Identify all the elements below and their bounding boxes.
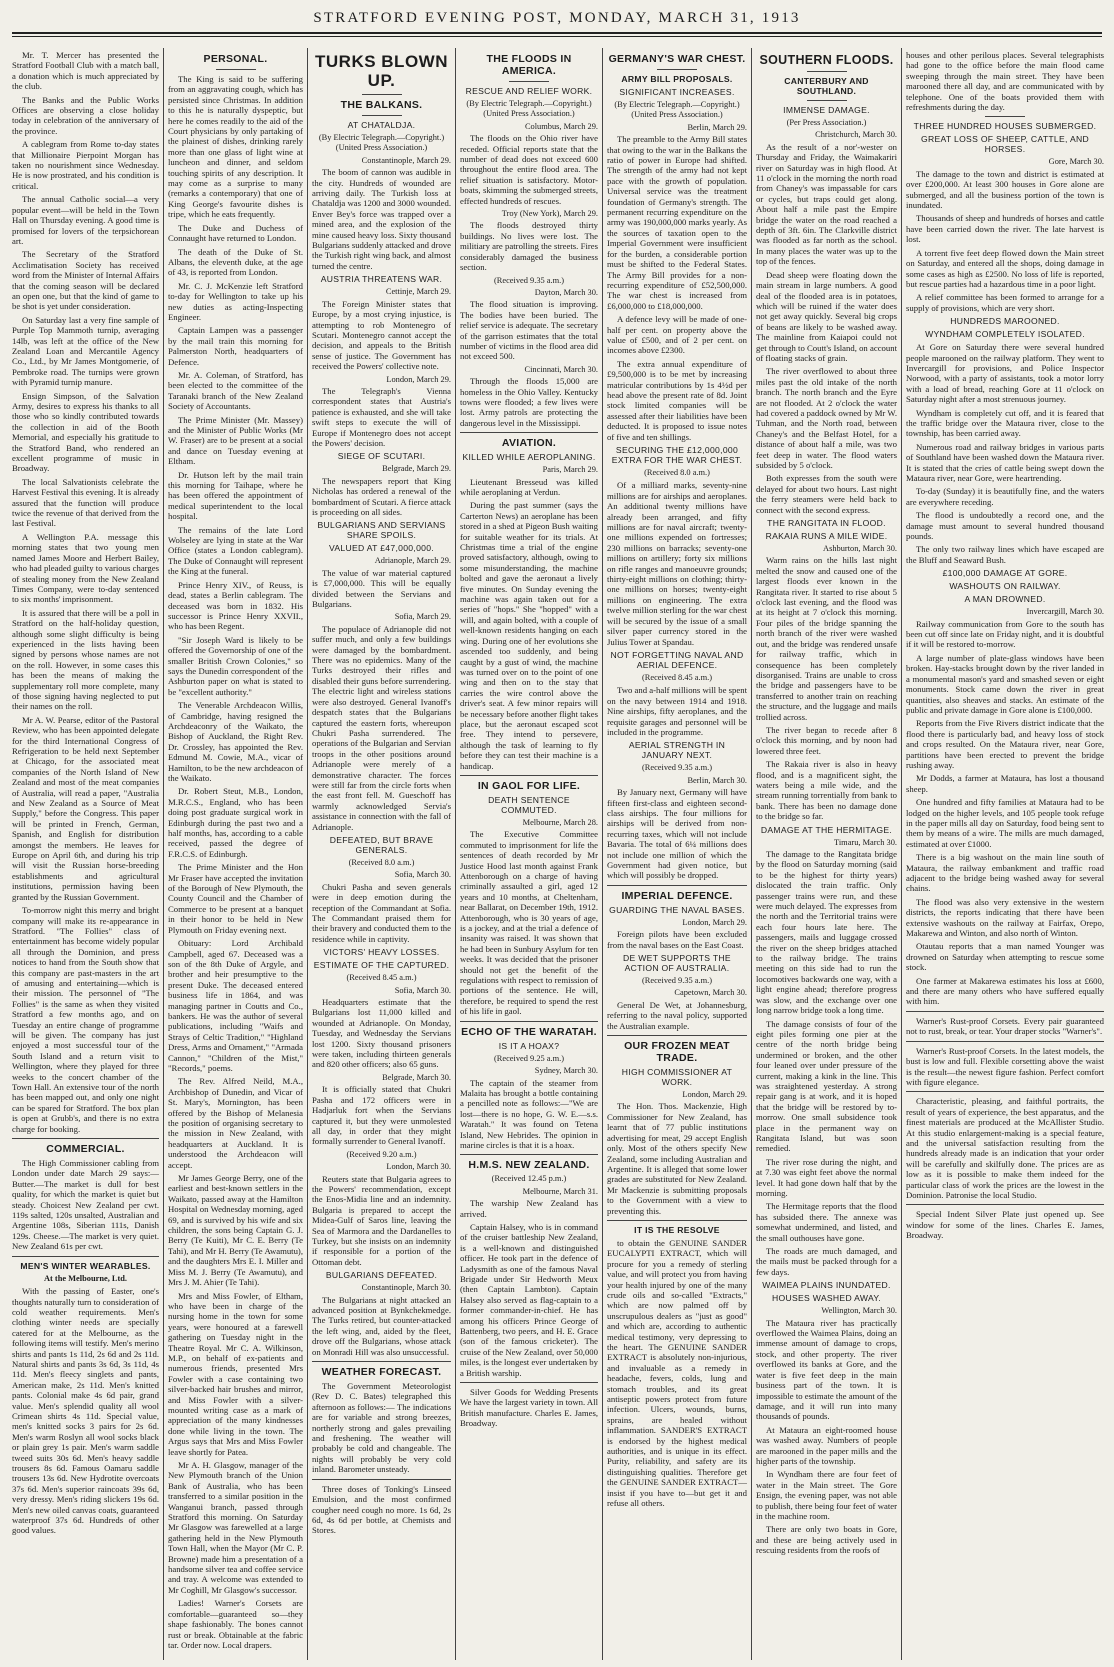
subheading: DEATH SENTENCE COMMUTED.	[488, 794, 570, 815]
news-item: The Venerable Archdeacon Willis, of Cambridge, having resigned the Archdeaconry of the Waikato, the Bishop of Auckland, the Right Rev. Dr. Crossley, has appointed the Rev. Edmund M. Cowie, M.A., vicar of Hamilton, to be the new archdeacon of the Waikato.	[168, 700, 303, 783]
commercial-heading: COMMERCIAL.	[46, 1143, 125, 1156]
subheading: VALUED AT £47,000,000.	[328, 543, 434, 554]
divider	[607, 885, 747, 886]
column-local-news	[8, 50, 163, 1658]
divider	[460, 432, 598, 433]
article-text: The newspapers report that King Nicholas has ordered a renewal of the bombardment of Scutari. A fierce attack is proceeding on all sides.	[312, 475, 451, 517]
article-text: Numerous road and railway bridges in various parts of Southland have been washed down the Mataura river. It is stated that the cries of cattle being swept down the Mataura river, near Gore, were heartrending.	[906, 441, 1104, 483]
gaol-heading: IN GAOL FOR LIFE.	[477, 779, 581, 792]
article-text: Wyndham is completely cut off, and it is feared that the traffic bridge over the Mataura river, close to the township, has been carried away.	[906, 407, 1104, 439]
article-text: During the past summer (says the Carterton News) an aeroplane has been stored in a shed at Pigeon Bush waiting for suitable weather for its trials. At Christmas time a trial of the engine proved satisfactory, although, owing to some misunderstanding, the machine bolted and gave the aeronaut a lively five minutes. On Sunday evening the machine was again taken out for a series of "hops." She "hopped" with a will, and again bolted, with a couple of well-known residents hanging on each wing. During one of her evolutions she ascended too suddenly, and being caught by a gust of wind, the machine was turned over on to the point of one wing and then on to the stay that carries the wire control above the driver's seat. A few minor repairs will be necessary before another flight takes place, but the aeronaut escaped scot free. They intend to persevere, although the task of learning to fly before they can test their machine is a handicap.	[460, 500, 598, 771]
divider	[906, 1011, 1104, 1012]
article-text: Dead sheep were floating down the main stream in large numbers. A good deal of the flooded area is in potatoes, which will be ruined if the water does not get away quickly. Several big crops of beans are likely to be washed away. The mainline from Kaiapoi could not get through to Coutt's Island, on account of floating stacks of grain.	[756, 269, 897, 363]
dateline: Adrianople, March 29.	[374, 556, 451, 566]
article-text: The roads are much damaged, and the mails must be packed through for a few days.	[756, 1246, 897, 1277]
article-text: The Mataura river has practically overflowed the Waimea Plains, doing an immense amount of damage to crops, stock, and other property. The river overflowed its banks at Gore, and the water is five feet deep in the main business part of the town. It is impossible to estimate the amount of the damage, and it will run into many thousands of pounds.	[756, 1317, 897, 1422]
article-text: The river began to recede after 8 o'clock this morning, and by noon had lowered three feet.	[756, 724, 897, 756]
received-time: (Received 12.45 p.m.)	[491, 1174, 567, 1184]
article-text: The Government Meteorologist (Rev D. C. Bates) telegraphed this afternoon as follows:— The indications are for variable and strong breezes, northerly strong and gales prevailing and freshening. The weather will probably be cold and changeable. The nights will probably be very cold inland. Barometer unsteady.	[312, 1381, 451, 1475]
news-item: A Wellington P.A. message this morning states that two young men named James Moore and Herbert Bailey, who had pleaded guilty to various charges of stealing money from the New Zealand Times Company, were to-day sentenced to six months' imprisonment.	[12, 531, 159, 605]
divider	[607, 1035, 747, 1036]
divider	[657, 69, 697, 70]
subheading: £100,000 DAMAGE AT GORE.	[942, 568, 1068, 579]
article-text: The flood is undoubtedly a record one, and the damage must amount to several hundred thousand pounds.	[906, 510, 1104, 542]
divider	[216, 69, 256, 70]
imperial-defence-heading: IMPERIAL DEFENCE.	[621, 889, 733, 902]
article-text: A defence levy will be made of one-half per cent. on property above the value of £500, and of 2 per cent. on incomes above £2300.	[607, 314, 747, 356]
column-southern-floods	[752, 50, 901, 1658]
dateline: Ashburton, March 30.	[823, 544, 897, 554]
dateline: Capetown, March 30.	[674, 988, 747, 998]
news-item: A cablegram from Rome to-day states that Millionaire Pierpoint Morgan has taken no nourishment since Wednesday. He is now prostrated, and his condition is critical.	[12, 139, 159, 191]
subheading: DAMAGE AT THE HERMITAGE.	[760, 824, 893, 835]
article-text: Two and a-half millions will be spent on the navy between 1914 and 1918. Nine airships, fifty aeroplanes, and the requisite garages and personnel will be included in the programme.	[607, 685, 747, 737]
advertisement: Special Indent Silver Plate just opened up. See window for some of the lines. Charles E. James, Broadway.	[906, 1209, 1104, 1241]
dateline: Sydney, March 30.	[534, 1066, 598, 1076]
article-text: The Telegraph's Vienna correspondent states that Austria's patience is exhausted, and she will take swift steps to execute the will of Europe if Montenegro does not accept the Powers' decision.	[312, 385, 451, 448]
news-item: Mrs and Miss Fowler, of Eltham, who have been in charge of the nursing home in the town for some years, were honoured at a farewell gathering on Tuesday night in the Theatre Royal. Mr C. A. Wilkinson, M.P., on behalf of ex-patients and numerous friends, presented Mrs Fowler with a case containing two silver-backed hair brushes and mirror, and Miss Fowler with a silver-mounted writing case as a mark of appreciation of the many kindnesses done while living in the town. The Argus says that Mrs and Miss Fowler leave shortly for Patea.	[168, 1290, 303, 1457]
divider	[906, 1041, 1104, 1042]
dateline: Wellington, March 30.	[821, 1306, 897, 1316]
dateline: Sofia, March 29.	[394, 612, 451, 622]
subheading: CANTERBURY AND SOUTHLAND.	[784, 76, 869, 96]
divider	[12, 1138, 159, 1139]
dateline: London, March 29.	[682, 917, 747, 927]
article-text: A relief committee has been formed to arrange for a supply of provisions, which are very short.	[906, 292, 1104, 313]
subheading: DE WET SUPPORTS THE ACTION OF AUSTRALIA.	[623, 953, 731, 974]
article-text: The populace of Adrianople did not suffer much, and only a few buildings were damaged by the bombardment. There was no epidemics. Many of the Turks destroyed their rifles and disabled their guns before surrendering. The electric light and wireless stations were also destroyed. General Ivanoff's despatch states that the Bulgarians captured the eastern forts, whereupon Chukri Pasha surrendered. The operations of the Bulgarian and Servian troops in the other positions around Adrianople were merely of a demonstrative character. The forces were still far from the circle forts when the east front fell. M. Gueschoff has warmly acknowledged Servia's assistance in connection with the fall of Adrianople.	[312, 623, 451, 832]
received-time: (Received 8.0 a.m.)	[644, 468, 710, 477]
divider	[362, 115, 402, 116]
news-item: The Duke and Duchess of Connaught have returned to London.	[168, 222, 303, 244]
news-item: The Prime Minister (Mr. Massey) and the Minister of Public Works (Mr W. Fraser) are to be present at a social and dance on Tuesday evening at Eltham.	[168, 414, 303, 467]
dateline: Sofia, March 30.	[394, 985, 451, 995]
received-time: (Received 9.25 a.m.)	[494, 1053, 564, 1063]
subheading: HUNDREDS MAROONED.	[950, 316, 1060, 327]
article-text: Of a milliard marks, seventy-nine millions are for airships and aeroplanes. An additional twenty millions have already been arranged, and fifty millions are for naval aircraft; twenty-one millions expended on fortresses; 230 millions on barracks; seventy-one millions on artillery; forty six millions on rifle ranges and manoeuvre grounds; thirty-eight millions on clothing; thirty-one millions on horses; twenty-eight millions on engineering. The extra twelve million sterling for the war chest will be secured by the issue of a small silver paper currency stored in the Julius Tower at Spandau.	[607, 480, 747, 647]
article-text: Lieutenant Bresseud was killed while aeroplaning at Verdun.	[460, 476, 598, 497]
received-time: (Received 9.20 a.m.)	[346, 1149, 417, 1159]
subheading: KILLED WHILE AEROPLANING.	[462, 452, 596, 463]
subheading: BULGARIANS AND SERVIANS SHARE SPOILS.	[317, 520, 446, 541]
headline-turks-blown-up: TURKS BLOWN UP.	[315, 52, 448, 90]
article-text: houses and other perilous places. Several telegraphists had gone to the office before the main flood came sweeping through the main street. They have been marooned there all day, and are communicated with by telephone. One of the boats provided them with refreshments during the day.	[906, 50, 1104, 113]
subheading: AERIAL STRENGTH IN JANUARY NEXT.	[628, 740, 726, 761]
received-time: (Received 9.35 a.m.)	[494, 275, 564, 285]
masthead-rule	[12, 32, 1102, 34]
article-text: The only two railway lines which have escaped are the Bluff and Seaward Bush.	[906, 544, 1104, 565]
subheading: THE RANGITATA IN FLOOD.	[767, 518, 886, 529]
subheading: AUSTRIA THREATENS WAR.	[320, 274, 443, 285]
waratah-heading: ECHO OF THE WARATAH.	[461, 1025, 597, 1038]
divider	[460, 1021, 598, 1022]
article-text: Otautau reports that a man named Younger was drowned on Saturday when attempting to rescue some stock.	[906, 941, 1104, 973]
advertisement: to obtain the GENUINE SANDER EUCALYPTI EXTRACT, which will procure for you a remedy of sterling value, and will protect you from having your health injured by one of the many crude oils and so-called "Extracts," which are now palmed off by unscrupulous dealers as "just as good" and which are, according to authentic medical testimony, very depressing to the heart. The GENUINE SANDER EXTRACT is absolutely non-injurious, and invaluable as a remedy in headache, fevers, colds, lung and stomach troubles, and its great antiseptic powers protect from future infection. Ulcers, wounds, burns, sprains, are healed without inflammation. SANDER'S EXTRACT is endorsed by the highest medical authorities, and is unique in its effect. Purity, reliability, and safety are its distinguishing qualities. Therefore get the GENUINE SANDER EXTRACT—insist if you have to—but get it and refuse all others.	[607, 1237, 747, 1509]
article-text: The damage consists of four of the eight piles forming one pier at the centre of the north bridge being undermined or broken, and the other four leaned over under pressure of the current, making a kink in the line. This was straightened yesterday. A strong repair gang is at work, and it is hoped that the bridge will be restored by to-morrow. One small subsidence took place in the permanent way on Rangitata Island, but was soon remedied.	[756, 1018, 897, 1154]
article-text: The floods on the Ohio river have receded. Official reports state that the number of dead does not exceed 600 throughout the entire flood area. The relief situation is satisfactory. Motor-boats, skimming the submerged streets, effected hundreds of rescues.	[460, 133, 598, 206]
subheading: RAKAIA RUNS A MILE WIDE.	[765, 531, 888, 542]
commercial-report: The High Commissioner cabling from London under date March 29 says:—Butter.—The market is dull for best quality, for which the market is quiet but steady. Choicest New Zealand per cwt. 119s salted, 120s unsalted, Australian and Argentine 108s, Siberian 111s, Danish 129s. Cheese.—The market is very quiet. New Zealand 61s per cwt.	[12, 1158, 159, 1252]
article-text: The extra annual expenditure of £9,500,000 is to be met by increasing matricular contributions by 1s 4½d per head above the present rate of 8d. Joint stock limited companies will be assessed after their liabilities have been deducted. It is proposed to issue notes of five and ten shillings.	[607, 358, 747, 442]
frozen-meat-heading: OUR FROZEN MEAT TRADE.	[624, 1040, 730, 1065]
article-text: One hundred and fifty families at Mataura had to be lodged on the higher levels, and 105 people took refuge in the paper mills all day on Saturday, food being sent to them by means of a wire. The mills are much damaged, estimated at over £1000.	[906, 797, 1104, 849]
article-text: At Mataura an eight-roomed house was washed away. Numbers of people are marooned in the paper mills and the higher parts of the township.	[756, 1424, 897, 1466]
article-text: In Wyndham there are four feet of water in the Main street. The Gore Ensign, the evening paper, was not able to publish, there being four feet of water in the machine room.	[756, 1469, 897, 1521]
news-item: The death of the Duke of St. Albans, the eleventh duke, at the age of 43, is reported from London.	[168, 246, 303, 278]
news-item: Mr A. H. Glasgow, manager of the New Plymouth branch of the Union Bank of Australia, who has been transferred to a similar position in the Wanganui branch, passed through Stratford this morning. On Saturday Mr Glasgow was farewelled at a large gathering held in the New Plymouth Town Hall, when the Mayor (Mr C. P. Browne) made him a presentation of a handsome silver tea and coffee service and tray. A welcome was extended to Mr Coghill, Mr Glasgow's successor.	[168, 1460, 303, 1595]
new-zealand-heading: H.M.S. NEW ZEALAND.	[468, 1159, 590, 1172]
subheading: WYNDHAM COMPLETELY ISOLATED.	[925, 329, 1085, 340]
dateline: London, March 29.	[682, 1090, 747, 1100]
subheading: WAIMEA PLAINS INUNDATED.	[762, 1280, 891, 1291]
news-item: The Secretary of the Stratford Acclimatisation Society has received word from the Minister of Internal Affairs that the coming season will be declared an open one, but that the kind of game to be shot is yet under consideration.	[12, 249, 159, 312]
column-germany	[603, 50, 751, 1658]
article-text: Foreign pilots have been excluded from the naval bases on the East Coast.	[607, 929, 747, 950]
received-time: (Received 8.45 a.m.)	[642, 672, 712, 682]
news-item: Dr. Hutson left by the mail train this morning for Taihape, where he has been offered the appointment of medical superintendent to the local hospital.	[168, 469, 303, 522]
subheading: A MAN DROWNED.	[964, 594, 1046, 605]
dateline: Cincinnati, March 30.	[524, 364, 598, 374]
news-item: Captain Lampen was a passenger by the mail train this morning for Palmerston North, headquarters of Defence.	[168, 325, 303, 367]
news-item: "Sir Joseph Ward is likely to be offered the Governorship of one of the smaller British Crown Colonies," so says the Dunedin correspondent of the Ashburton paper on what is stated to be "excellent authority."	[168, 634, 303, 697]
article-text: Warm rains on the hills last night melted the snow and caused one of the largest floods ever known in the Rangitata river. It started to rise about 5 o'clock last evening, and the flood was at its height at 7 o'clock this morning. Four piles of the bridge spanning the north branch of the river were washed out, and the bridge was rendered unsafe for railway traffic, which in consequence has been completely disorganised. Trains are unable to cross the bridge and passengers have to be transferred to another train on reaching the structure, and the luggage and mails trollied across.	[756, 555, 897, 722]
article-text: At Gore on Saturday there were several hundred people marooned on the railway platform. They went to Invercargill for provisions, and Police Inspector Norwood, with a party of assistants, took a motor lorry with a load of bread, reaching Gore at 11 o'clock on Saturday night after a most strenuous journey.	[906, 342, 1104, 405]
subheading: SIGNIFICANT INCREASES.	[619, 87, 735, 97]
ad-heading: IT IS THE RESOLVE	[634, 1224, 720, 1235]
dateline: Invercargill, March 30.	[1026, 607, 1104, 617]
divider	[985, 116, 1025, 117]
news-item: The local Salvationists celebrate the Harvest Festival this evening. It is already assured that the function will produce twice the revenue of that derived from the last Festival.	[12, 476, 159, 529]
news-item: Ladies! Warner's Corsets are comfortable—guaranteed so—they shape fashionably. The bones cannot rust or break. Obtainable at the fabric tar. Order now. Local drapers.	[168, 1598, 303, 1650]
subheading: NOT FORGETTING NAVAL AND AERIAL DEFENCE.	[610, 649, 744, 670]
headline-southern-floods: SOUTHERN FLOODS.	[759, 53, 894, 67]
article-text: Headquarters estimate that the Bulgarians lost 11,000 killed and wounded at Adrianople. On Monday, Tuesday, and Wednesday the Servians lost 1200. Sixty thousand prisoners were taken, including thirteen generals and 820 other officers; also 65 guns.	[312, 997, 451, 1070]
subheading: HOUSES WASHED AWAY.	[771, 1293, 881, 1304]
article-text: The flood was also very extensive in the western districts, the reports indicating that there have been extensive washouts on the railway at Fairfax, Orepo, Makarewa and Winton, and also north of Winton.	[906, 896, 1104, 939]
advertisement: Silver Goods for Wedding Presents We have the largest variety in town. All British manufacture. Charles E. James, Broadway.	[460, 1387, 598, 1429]
advertisement: Warner's Rust-proof Corsets. In the latest models, the bust is low and full. Flexible corsetting above the waist is the result—the newest figure fashion. Perfect comfort with figure elegance.	[906, 1045, 1104, 1087]
divider	[906, 1204, 1104, 1205]
dateline: Belgrade, March 30.	[382, 1072, 451, 1082]
dateline: Melbourne, March 31.	[522, 1186, 598, 1196]
column-personal	[164, 50, 307, 1658]
article-text: Captain Halsey, who is in command of the cruiser battleship New Zealand, is a well-known and distinguished officer. He took part in the defence of Ladysmith as one of the famous Naval Brigade under Sir Hedworth Meux (then Captain Lambton). Captain Halsey also served as flag-captain to a former commander-in-chief. He has among his officers Prince George of Battenberg, two peers, and H. E. Grace (son of the famous cricketer). The cruise of the New Zealand, over 50,000 miles, is the longest ever undertaken by a British warship.	[460, 1221, 598, 1378]
divider	[312, 1361, 451, 1362]
divider	[807, 100, 847, 101]
news-item: Dr. Robert Steut, M.B., London, M.R.C.S., England, who has been doing post graduate surgical work in Edinburgh during the past two and a half months, has, according to a cable received, passed the degree of F.R.C.S. of Edinburgh.	[168, 786, 303, 859]
dateline: Berlin, March 30.	[687, 775, 747, 785]
article-text: General De Wet, at Johannesburg, referring to the naval policy, supported the Australian example.	[607, 999, 747, 1031]
news-item: Mr. T. Mercer has presented the Stratford Football Club with a match ball, a donation which is much appreciated by the club.	[12, 50, 159, 92]
subheading: VICTORS' HEAVY LOSSES.	[323, 947, 440, 958]
dateline: London, March 30.	[386, 1162, 451, 1172]
article-text: The captain of the steamer from Malaita has brought a bottle containing a pencilled note as follows:—"We are lost—there is no hope, G. W. E.—s.s. Waratah." It was found on Tetena Island, New Hebrides. The opinion in marine circles is that it is a hoax.	[460, 1077, 598, 1150]
divider	[460, 775, 598, 776]
article-text: As the result of a nor'-wester on Thursday and Friday, the Waimakariri river on Saturday was in high flood. At 11 o'clock in the morning the north road from Chaney's was impassable for cars or cycles, but traps could get along. About half a mile past the Empire bridge the water on the road reached a depth of 3ft. 6in. The Clarkville district was flooded as far north as the school. In many places the water was up to the top of the fences.	[756, 141, 897, 267]
subheading: GREAT LOSS OF SHEEP, CATTLE, AND HORSES.	[921, 134, 1089, 155]
article-text: The boom of cannon was audible in the city. Hundreds of wounded are arriving daily. The Turkish loss at Chataldja was 1200 and 3000 wounded. Enver Bey's force was trapped over a mined area, and the explosion of the mine caused heavy loss. Sixty thousand Bulgarians suddenly attacked and drove the Turkish right wing back, and almost turned the centre.	[312, 167, 451, 271]
article-text: Railway communication from Gore to the south has been cut off since late on Friday night, and it is doubtful if it will be restored to-morrow.	[906, 618, 1104, 650]
ad-body: With the passing of Easter, one's thoughts naturally turn to consideration of cold weather requirements. Men's clothing winter needs are specially catered for at the Melbourne, as the following items will testify. Men's merino shirts and pants 1s 11d, 2s 6d and 2s 11d. Natural shirts and pants 3s 6d, 3s 11d, 4s 11d. Men's fleecy singlets and pants, American make, 2s 11d. Men's knitted pants. Colonial make 4s 6d pair, grand value. Men's splendid quality all wool Crimean shirts 4s 11d. Special value, men's knitted socks 3 pairs for 2s 6d. Men's warm Roslyn all wool socks black or plain grey 1s pair. Men's warm saddle tweed suits 30s 6d. Men's heavy saddle trousers 8s 6d. Famous Oamaru saddle trousers 13s 6d. New Hydrotite overcoats 37s 6d. Men's superior raincoats 39s 6d, very dressy. Men's riding slickers 19s 6d. Men's new oiled canvas coats, guaranteed waterproof 37s 6d. Hundreds of other good values.	[12, 1286, 159, 1536]
article-text: Through the floods 15,000 are homeless in the Ohio Valley. Kentucky towns were flooded; a few lives were lost. Army patrols are protecting the dangerous level in the Mississippi.	[460, 376, 598, 428]
article-text: Reports from the Five Rivers district indicate that the flood there is particularly bad, and heavy loss of stock and crops resulted. On the Mataura river, near Gore, partitions have been erected to prevent the bridge rushing away.	[906, 718, 1104, 770]
article-text: There are only two boats in Gore, and these are being actively used in rescuing residents from the roofs of	[756, 1524, 897, 1556]
article-text: The Foreign Minister states that Europe, by a most crying injustice, is attempting to rob Montenegro of Scutari. Montenegro cannot accept the decision, and appeals to the British sense of justice. The Government has received the Powers' collective note.	[312, 298, 451, 372]
received-time: (Received 8.45 a.m.)	[346, 973, 417, 983]
weather-heading: WEATHER FORECAST.	[321, 1366, 442, 1379]
dateline: Dayton, March 30.	[534, 287, 598, 297]
dateline: Columbus, March 29.	[524, 121, 598, 131]
wire-credit: (Per Press Association.)	[786, 118, 867, 127]
dateline: Christchurch, March 30.	[815, 130, 897, 140]
news-item: Mr. C. J. McKenzie left Stratford to-day for Wellington to take up his new duties as acting-Inspecting Engineer.	[168, 280, 303, 322]
received-time: (Received 9.35 a.m.)	[642, 976, 712, 986]
article-text: The damage to the Rangitata bridge by the flood on Saturday morning (said to be the highest for thirty years) dislocated the train traffic. Only passenger trains were run, and these were much delayed. The expresses from the north and the Territorial trains were each four hours late here. The passengers, mails and luggage crossed the river on the sheep bridges attached to the railway bridge. The trains meeting on this side had to run the locomotives backwards one way, with a light engine ahead; therefore progress was slow, and the exchange over one long narrow bridge took a long time.	[756, 849, 897, 1016]
subheading: RESCUE AND RELIEF WORK.	[465, 86, 593, 96]
article-text: A torrent five feet deep flowed down the Main street on Saturday, and entered all the shops, doing damage in some cases as high as £2500. No loss of life is reported, but rescue parties had a hazardous time in a poor light.	[906, 247, 1104, 289]
article-text: Chukri Pasha and seven generals were in deep emotion during the reception of the Commandant at Sofia. The Commandant praised them for their bravery and conducted them to the residence while in captivity.	[312, 881, 451, 944]
divider	[607, 1220, 747, 1221]
article-text: The warship New Zealand has arrived.	[460, 1198, 598, 1219]
divider	[807, 71, 847, 72]
article-text: It is officially stated that Chukri Pasha and 172 officers were in Hadjarluk fort when the Servians captured it, but they were unmolested all day, in order that they might formally surrender to General Ivanoff.	[312, 1084, 451, 1147]
article-text: Both expresses from the south were delayed for about two hours. Last night the ferry steamers were held back to connect with the second express.	[756, 473, 897, 515]
divider	[460, 1154, 598, 1155]
article-text: A large number of plate-glass windows have been broken. Hay-stacks brought down by the river landed in a monumental mason's yard and smashed seven or eight monuments. Stock came down the river in great quantities, also sheaves and stacks. An estimate of the public and private damage in Gore alone is £100,000.	[906, 652, 1104, 715]
subheading: SECURING THE £12,000,000 EXTRA FOR THE WAR CHEST.	[611, 445, 743, 465]
news-item: The Banks and the Public Works Offices are observing a close holiday today in celebration of the anniversary of the province.	[12, 94, 159, 136]
article-text: The damage to the town and district is estimated at over £200,000. At least 300 houses in Gore alone are submerged, and all the business portion of the town is inundated.	[906, 168, 1104, 211]
dateline: Timaru, March 30.	[834, 837, 897, 847]
divider	[312, 1479, 451, 1480]
article-text: The Hon. Thos. Mackenzie, High Commissioner for New Zealand, has learnt that of 77 public institutions advertising for meat, 29 accept English only. Most of the others specify New Zealand, some including Australian and Argentine. It is alleged that some lower grades are substituted for New Zealand. Mr Mackenzie is submitting proposals to the Government with a view to preventing this.	[607, 1101, 747, 1216]
subheading: ESTIMATE OF THE CAPTURED.	[313, 960, 450, 971]
wire-credit: (By Electric Telegraph.—Copyright.) (United Press Association.)	[466, 99, 592, 119]
wire-credit: (By Electric Telegraph.—Copyright.) (United Press Association.)	[614, 100, 740, 120]
dateline: Constantinople, March 30.	[361, 1283, 451, 1293]
dateline: Melbourne, March 28.	[522, 817, 598, 827]
article-text: The preamble to the Army Bill states that owing to the war in the Balkans the ratio of power in Europe had shifted. The strength of the army had not kept pace with the growth of population. Universal service was the treatment foundation of Germany's strength. The permanent recurring expenditure on the army was 190,000,000 marks yearly. As the sources of taxation open to the Imperial Government were insufficient for the burden, a considerable portion must be shifted to the Federal States. The Army Bill provides for a non-recurring expenditure of £52,500,000. The war chest is increased from £6,000,000 to £18,000,000.	[607, 134, 747, 311]
news-item: Ensign Simpson, of the Salvation Army, desires to express his thanks to all those who so kindly contributed towards the collection in aid of the Booth Memorial, and especially his gratitude to the Stratford Band, who rendered an excellent programme of music in Broadway.	[12, 390, 159, 474]
subheading: THREE HUNDRED HOUSES SUBMERGED.	[913, 121, 1097, 132]
dateline: Constantinople, March 29.	[361, 155, 451, 165]
subheading: WASHOUTS ON RAILWAY.	[949, 581, 1061, 592]
dateline: London, March 29.	[386, 374, 451, 384]
article-text: To-day (Sunday) it is beautifully fine, and the waters are everywhere receding.	[906, 486, 1104, 507]
news-item: Obituary: Lord Archibald Campbell, aged 67. Deceased was a son of the 8th Duke of Argyle, and brother and heir presumptive to the present Duke. The deceased entered business life in 1864, and was managing partner in Coutts and Co., bankers. He was the author of several publications, including "Waifs and Strays of Celtic Tradition," "Highland Dress, Arms and Ornament," "Armada Cannon," "Children of the Mist," "Records," poems.	[168, 938, 303, 1073]
article-text: Reuters state that Bulgaria agrees to the Powers' recommendation, except the Enos-Midia line and an indemnity. Bulgaria is prepared to accept the Midea-Gulf of Saros line, leaving the Sea of Marmora and the Dardanelles to Turkey, but she insists on an indemnity if responsible for a portion of the Ottoman debt.	[312, 1173, 451, 1267]
personal-heading: PERSONAL.	[203, 53, 268, 65]
advertisement: Warner's Rust-proof Corsets. Every pair guaranteed not to rust, break, or tear. Your draper stocks "Warner's".	[906, 1015, 1104, 1037]
article-text: The value of war material captured is £7,000,000. This will be equally divided between the Servians and Bulgarians.	[312, 567, 451, 610]
received-time: (Received 8.0 a.m.)	[348, 857, 415, 867]
divider	[12, 1256, 159, 1257]
subheading: BULGARIANS DEFEATED.	[325, 1270, 438, 1281]
news-item: On Saturday last a very fine sample of Purple Top Mammoth turnip, averaging 14lb, was left at the office of the New Zealand Loan and Mercantile Agency Co., Ltd., by Mr James Montgomerie, of Pembroke road. The turnips were grown with Pyramid turnip manure.	[12, 314, 159, 388]
ad-subheading: At the Melbourne, Ltd.	[43, 1273, 128, 1283]
subheading: IMMENSE DAMAGE.	[783, 105, 870, 115]
news-item: To-morrow night this merry and bright company will make its re-appearance in Stratford. "The Follies" class of entertainment has become widely popular all through the Dominion, and press notices to hand from the South show that this company are past-masters in the art of amusing and entertaining—which is their mission. The personnel of "The Follies" is the same as when they visited Stratford a few months ago, and on Tuesday an entire change of programme will be given. The company has just enjoyed a most successful tour of the South Island and a return visit to Wellington, where they played for three weeks to the concert chamber of the Town Hall. An extensive tour of the north has been mapped out, and only one night can be spared for Stratford. The box plan is open at Grubb's, and there is no extra charge for booking.	[12, 905, 159, 1134]
subheading: GUARDING THE NAVAL BASES.	[609, 904, 745, 915]
headline-floods-america: THE FLOODS IN AMERICA.	[486, 53, 572, 77]
subheading: DEFEATED, BUT BRAVE GENERALS.	[329, 834, 434, 855]
news-item: The remains of the late Lord Wolseley are lying in state at the War Office (states a London cablegram). The Duke of Connaught will represent the King at the funeral.	[168, 524, 303, 577]
dateline: Paris, March 29.	[542, 465, 598, 475]
subheading: SIEGE OF SCUTARI.	[337, 451, 426, 462]
subheading: IS IT A HOAX?	[498, 1040, 560, 1051]
article-text: There is a big washout on the main line south of Mataura, the railway embankment and traffic road adjacent to the bridge being washed away for several chains.	[906, 852, 1104, 894]
dateline: Belgrade, March 29.	[382, 464, 451, 474]
dateline: Sofia, March 30.	[394, 870, 451, 880]
news-item: Mr. A. Coleman, of Stratford, has been elected to the committee of the Taranaki branch of the New Zealand Society of Accountants.	[168, 369, 303, 412]
article-text: The flood situation is improving. The bodies have been buried. The relief service is adequate. The secretary of the garrison estimates that the total number of victims in the flood area did not exceed 500.	[460, 299, 598, 362]
article-text: The Executive Committee commuted to imprisonment for life the sentences of death recorded by Mr Justice Hood last month against Frank Attenborough on a charge of having criminally assaulted a girl, aged 12 years and 10 months, at Cheltenham, near Ballarat, on December 19th, 1912. Attenborough, who is 30 years of age, is a jockey, and at the trial a defence of insanity was raised. It was shown that he had been in Sunbury Asylum for ten weeks. It was decided that the prisoner should not get the benefit of the regulations with respect to remission of portions of the sentence. He will, therefore, be required to spend the rest of his life in gaol.	[460, 829, 598, 1017]
column-turks	[308, 50, 455, 1658]
news-item: The annual Catholic social—a very popular event—will be held in the Town Hall on Thursday evening. A good time is promised for lovers of the terpsichorean art.	[12, 194, 159, 246]
article-text: The river rose during the night, and at 7.30 was eight feet above the normal level. It had gone down half that by the morning.	[756, 1156, 897, 1198]
news-item: The King is said to be suffering from an aggravating cough, which has persisted since Christmas. In addition to this he is naturally dyspeptic, but here he comes readily to the aid of the Court physicians by only partaking of the plainest of dishes, drinking rarely more than one glass of light wine at luncheon and dinner, and seldom touching spirits of any description. It may come as a surprise to many (remarks a contemporary) that one of King George's favourite dishes is tripe, which he eats frequently.	[168, 74, 303, 220]
divider	[460, 1382, 598, 1383]
dateline: Gore, March 30.	[1048, 157, 1104, 167]
dateline: Troy (New York), March 29.	[501, 209, 598, 219]
news-item: Prince Henry XIV., of Reuss, is dead, states a Berlin cablegram. The deceased was born in 1832. His successor is Prince Henry XXVII., who has been Regent.	[168, 579, 303, 632]
article-text: Mr Dodds, a farmer at Mataura, has lost a thousand sheep.	[906, 773, 1104, 794]
masthead-rule-thin	[12, 36, 1102, 37]
aviation-heading: AVIATION.	[501, 437, 557, 450]
dateline: Berlin, March 29.	[687, 122, 747, 132]
subheading: THE BALKANS.	[340, 99, 423, 111]
news-item: Mr A. W. Pearse, editor of the Pastoral Review, who has been appointed delegate for the third International Congress of Refrigeration to be held next September at Chicago, for the associated meat companies of the North Island of New Zealand and most of the meat companies of Australia, will read a paper, "Australia and New Zealand as a Source of Meat Supply," before the Congress. This paper will be printed in French, German, Spanish, and English for distribution amongst the members. He leaves for Europe on April 6th, and during his trip will visit the Russian horse-breeding establishments and agricultural institutions, permission having been granted by the Russian Government.	[12, 714, 159, 902]
subheading: ARMY BILL PROPOSALS.	[621, 74, 733, 84]
advertisement: Characteristic, pleasing, and faithful portraits, the result of years of experience, the best apparatus, and the finest materials are produced at the McAllister Studio. At this studio enlargement-making is a special feature, and the universal satisfaction resulting from the hundreds already made is an indication that your order will be carefully and skilfully done. The prices are as low as it is possible to make them indeed for the particular class of work the prices are the lowest in the Dominion. Patronise the local Studio.	[906, 1096, 1104, 1200]
news-item: The Rev. Alfred Neild, M.A., Archbishop of Dunedin, and Vicar of St. Mary's, Mornington, has been offered by the Bishop of Melanesia the position of organising secretary to the mission in New Zealand, with headquarters at Auckland. It is understood the Archdeacon will accept.	[168, 1076, 303, 1170]
masthead: STRATFORD EVENING POST, MONDAY, MARCH 31, 1913	[313, 10, 801, 26]
column-floods-continued	[902, 50, 1108, 1658]
article-text: Thousands of sheep and hundreds of horses and cattle have been carried down the river. The late harvest is lost.	[906, 213, 1104, 245]
wire-credit: (By Electric Telegraph.—Copyright.) (United Press Association.)	[318, 133, 445, 153]
article-text: The river overflowed to about three miles past the old intake of the north branch. The north branch and the Eyre are not flooded. At 2 o'clock the water had covered a paddock owned by Mr W. Tuhman, and the North road, between Chaney's and the Belfast Hotel, for a distance of about half a mile, was two feet deep in water. The flood waters subsided by 5 o'clock.	[756, 366, 897, 470]
news-item: The Prime Minister and the Hon Mr Fraser have accepted the invitation of the Borough of New Plymouth, the County Council and the Chamber of Commerce to be present at a banquet in their honor to be held in New Plymouth on Friday evening next.	[168, 862, 303, 935]
headline-germany-war-chest: GERMANY'S WAR CHEST.	[608, 53, 746, 65]
article-text: The Hermitage reports that the flood has subsided there. The annexe was somewhat undermined, and listed, and the small outhouses have gone.	[756, 1201, 897, 1243]
article-text: The Rakaia river is also in heavy flood, and is a magnificent sight, the waters being a mile wide, and the stream running torrentially from bank to bank. There has been no damage done to the bridge so far.	[756, 759, 897, 822]
subheading: HIGH COMMISSIONER AT WORK.	[621, 1067, 733, 1088]
received-time: (Received 9.35 a.m.)	[642, 763, 712, 773]
dateline: Cettinje, March 29.	[385, 287, 451, 297]
divider	[509, 81, 549, 82]
article-text: The floods destroyed thirty buildings. No lives were lost. The militiary are patrolling the streets. Fires considerably damaged the business section.	[460, 220, 598, 273]
ad-heading: MEN'S WINTER WEARABLES.	[20, 1260, 151, 1271]
article-text: One farmer at Makarewa estimates his loss at £600, and there are many others who have suffered equally with him.	[906, 975, 1104, 1007]
column-floods-america	[456, 50, 602, 1658]
article-text: The Bulgarians at night attacked an advanced position at Bynkchekmedge. The Turks retired, but counter-attacked the left wing, and, aided by the fleet, drove off the Bulgarians, whose attack on Monradi Hill was also unsuccessful.	[312, 1294, 451, 1357]
news-item: It is assured that there will be a poll in Stratford on the half-holiday question, although some slight difficulty is being experienced in the lists having been signed by persons whose names are not on the roll. However, in some cases this has been the means of making the supplementary roll more complete, many of those signing having neglected to put their names on the roll.	[12, 607, 159, 712]
article-text: By January next, Germany will have fifteen first-class and eighteen second-class airships. The four millions for airships will be derived from non-recurring taxes, which will not include Bavaria. The total of 6¼ millions does not include one million of which the Government had given notice, but which will possibly be dropped.	[607, 787, 747, 881]
divider	[906, 1091, 1104, 1092]
subheading: AT CHATALDJA.	[347, 120, 416, 130]
news-item: Mr James George Berry, one of the earliest and best-known settlers in the Waikato, passed away at the Hamilton Hospital on Wednesday morning, aged 69, and is survived by his wife and six children, the sons being Captain G. J. Berry (Te Kuiti), Mr C. E. Berry (Te Tahi), and Mr H. Berry (Te Awamutu), and the daughters Mrs E. I. Miller and Miss M. J. Berry (Te Awamutu), and Mrs J. M. Ahier (Te Tahi).	[168, 1173, 303, 1288]
divider	[362, 94, 402, 95]
advertisement: Three doses of Tonking's Linseed Emulsion, and the most confirmed cougher need cough no more. 1s 6d, 2s 6d, 4s 6d per bottle, at Chemists and Stores.	[312, 1483, 451, 1536]
